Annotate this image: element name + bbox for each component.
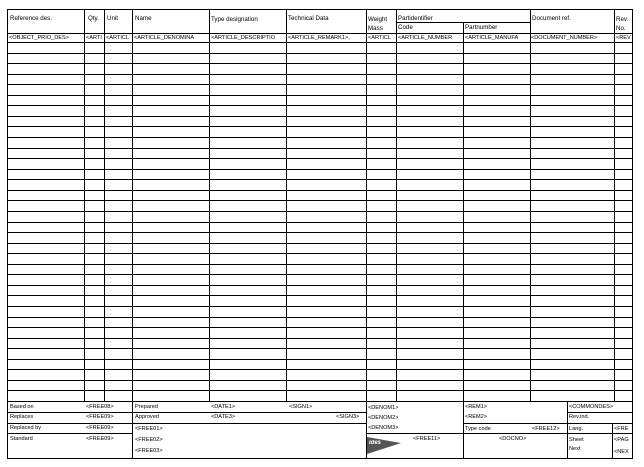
col-divider	[530, 9, 531, 401]
table-row	[7, 190, 633, 191]
table-row	[7, 253, 633, 254]
tb-divider	[567, 401, 568, 459]
tb-line	[7, 412, 366, 413]
header-document-ref: Document ref.	[532, 15, 571, 22]
table-row	[7, 327, 633, 328]
tb-approved: Approved	[135, 414, 159, 420]
tb-line	[366, 433, 567, 434]
col-divider	[104, 9, 105, 401]
tb-date1: <DATE1>	[211, 404, 236, 410]
tb-divider	[612, 423, 613, 459]
table-row	[7, 285, 633, 286]
tb-replaces: Replaces	[10, 414, 34, 420]
tb-line	[567, 433, 633, 434]
placeholder-name: <ARTICLE_DENOMINA	[134, 35, 195, 41]
table-row	[7, 74, 633, 75]
table-row	[7, 63, 633, 64]
table-row	[7, 274, 633, 275]
tb-standard: Standard	[10, 436, 33, 442]
tb-replaced-by: Replaced by	[10, 425, 42, 431]
col-divider	[396, 9, 397, 401]
tb-pag: <PAG	[614, 437, 629, 443]
tb-line	[567, 412, 633, 413]
table-row	[7, 359, 633, 360]
tb-docno: <DOCNO>	[499, 436, 527, 442]
table-row	[7, 264, 633, 265]
table-row	[7, 390, 633, 391]
table-row	[7, 179, 633, 180]
header-unit: Unit	[107, 15, 119, 22]
table-row	[7, 369, 633, 370]
table-row	[7, 105, 633, 106]
tb-nex: <NEX	[614, 449, 629, 455]
table-row	[7, 53, 633, 54]
table-row	[7, 126, 633, 127]
tb-free01: <FREE01>	[135, 426, 163, 432]
tb-prepared: Prepared	[135, 404, 159, 410]
table-row	[7, 95, 633, 96]
tb-free02: <FREE02>	[135, 437, 163, 443]
placeholder-code: <ARTICLE_NUMBER	[398, 35, 453, 41]
tb-rem2: <REM2>	[465, 414, 488, 420]
tb-free12: <FREE12>	[532, 426, 560, 432]
table-row	[7, 158, 633, 159]
placeholder-bottom-line	[7, 42, 633, 43]
table-row	[7, 148, 633, 149]
title-block-top-line	[7, 401, 633, 402]
table-row	[7, 169, 633, 170]
tb-line	[463, 423, 567, 424]
col-divider	[84, 9, 85, 401]
tb-divider	[132, 401, 133, 459]
tb-based-on: Based on	[10, 404, 34, 410]
tb-line	[132, 423, 366, 424]
placeholder-type: <ARTICLE_DESCRIPTIO	[211, 35, 276, 41]
col-divider	[286, 9, 287, 401]
tb-line	[567, 423, 633, 424]
tb-sheet: Sheet	[569, 437, 584, 443]
header-code: Code	[398, 24, 413, 31]
tb-sign3: <SIGN3>	[336, 414, 360, 420]
tb-denom3: <DENOM3>	[368, 425, 399, 431]
placeholder-partnumber: <ARTICLE_MANUFA	[465, 35, 519, 41]
table-row	[7, 317, 633, 318]
header-bottom-line	[7, 33, 633, 34]
tb-free11: <FREE11>	[413, 436, 441, 442]
table-row	[7, 348, 633, 349]
table-row	[7, 211, 633, 212]
table-row	[7, 200, 633, 201]
tb-free09-b: <FREE09>	[86, 425, 114, 431]
tb-sign1: <SIGN1>	[289, 404, 313, 410]
header-partnumber: Partnumber	[465, 24, 498, 31]
tb-free09-a: <FREE09>	[86, 414, 114, 420]
placeholder-qty: <ARTI	[86, 35, 102, 41]
tb-date3: <DATE3>	[211, 414, 236, 420]
table-row	[7, 84, 633, 85]
col-divider	[614, 9, 615, 401]
header-name: Name	[135, 15, 152, 22]
tb-denom1: <DENOM1>	[368, 405, 399, 411]
placeholder-reference: <OBJECT_PRIO_DES>	[9, 35, 69, 41]
tb-next: Next	[569, 446, 581, 452]
table-row	[7, 338, 633, 339]
header-weight-mass: Weight Mass	[368, 16, 388, 32]
sheet-frame	[7, 9, 633, 459]
tb-type-code: Type code	[465, 426, 491, 432]
tb-divider	[463, 401, 464, 459]
header-technical-data: Technical Data	[288, 15, 329, 22]
col-divider	[132, 9, 133, 401]
tb-free08: <FREE08>	[86, 404, 114, 410]
tb-rev-ind: Rev.ind.	[569, 414, 590, 420]
col-divider	[209, 9, 210, 401]
table-row	[7, 295, 633, 296]
tb-line	[7, 423, 132, 424]
placeholder-document: <DOCUMENT_NUMBER>	[531, 35, 598, 41]
tb-lang: Lang.	[569, 426, 583, 432]
tb-free03: <FREE03>	[135, 448, 163, 454]
header-reference-des: Reference des.	[10, 15, 52, 22]
tb-free09-c: <FREE09>	[86, 436, 114, 442]
col-divider	[366, 9, 367, 401]
placeholder-unit: <ARTICL	[106, 35, 130, 41]
placeholder-weight: <ARTICL	[368, 35, 392, 41]
table-row	[7, 243, 633, 244]
tb-commondes: <COMMONDES>	[569, 404, 614, 410]
table-row	[7, 222, 633, 223]
logo-text: ides	[369, 440, 382, 446]
tb-rem1: <REM1>	[465, 404, 488, 410]
table-row	[7, 306, 633, 307]
header-rev-no: Rev. No.	[616, 16, 629, 32]
header-partidentifier: Partidentifier	[398, 15, 433, 22]
table-row	[7, 116, 633, 117]
header-type-designation: Type designation	[211, 16, 258, 23]
table-row	[7, 137, 633, 138]
placeholder-rev: <REV	[616, 35, 631, 41]
table-row	[7, 380, 633, 381]
tb-fre: <FRE	[614, 426, 629, 432]
table-row	[7, 232, 633, 233]
placeholder-technical: <ARTICLE_REMARK1>,	[288, 35, 350, 41]
tb-denom2: <DENOM2>	[368, 415, 399, 421]
tb-line	[7, 433, 132, 434]
header-qty: Qty.	[88, 15, 99, 22]
